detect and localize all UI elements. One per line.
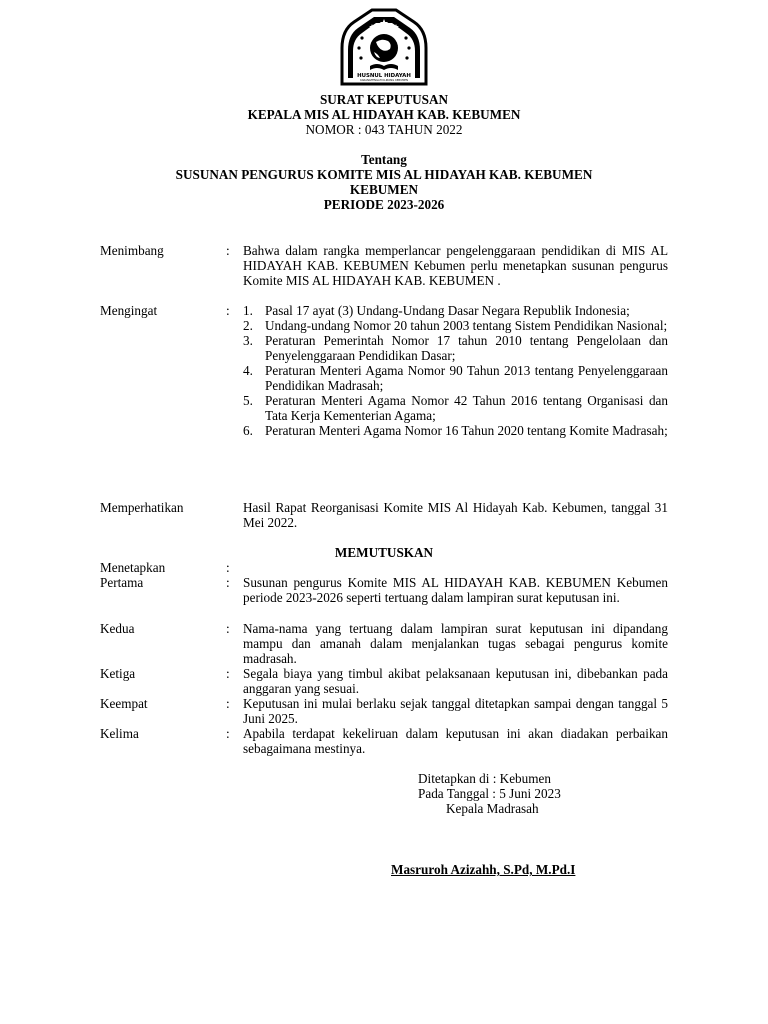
- memperhatikan-text: Hasil Rapat Reorganisasi Komite MIS Al Hidayah Kab. Kebumen, tanggal 31 Mei 2022.: [243, 500, 668, 530]
- period-line: PERIODE 2023-2026: [323, 197, 445, 212]
- madrasah-logo-icon: [338, 8, 430, 88]
- topic-line-2: KEBUMEN: [349, 182, 419, 197]
- list-item: 4. Peraturan Menteri Agama Nomor 90 Tahun 2013 tentang Penyelenggaraan Pendidikan Madrasah;: [243, 363, 668, 393]
- list-item: 1. Pasal 17 ayat (3) Undang-Undang Dasar Negara Republik Indonesia;: [243, 303, 630, 318]
- kelima-text: Apabila terdapat kekeliruan dalam keputusan ini akan diadakan perbaikan sebagaimana mestinya.: [243, 726, 668, 756]
- signature-role: Kepala Madrasah: [446, 801, 539, 816]
- list-item: 3. Peraturan Pemerintah Nomor 17 tahun 2010 tentang Pengelolaan dan Penyelenggaraan Pendidikan Dasar;: [243, 333, 668, 363]
- keempat-colon: :: [226, 696, 230, 711]
- document-number: NOMOR : 043 TAHUN 2022: [305, 122, 463, 137]
- ketiga-text: Segala biaya yang timbul akibat pelaksanaan keputusan ini, dibebankan pada anggaran yang sesuai.: [243, 666, 668, 696]
- memutuskan-heading: MEMUTUSKAN: [334, 545, 434, 560]
- signature-date: Pada Tanggal : 5 Juni 2023: [418, 786, 561, 801]
- mengingat-label: Mengingat: [100, 303, 158, 318]
- signature-place: Ditetapkan di : Kebumen: [418, 771, 551, 786]
- pertama-colon: :: [226, 575, 230, 590]
- menimbang-text: Bahwa dalam rangka memperlancar pengelenggaraan pendidikan di MIS AL HIDAYAH KAB. KEBUMEN Kebumen perlu menetapkan susunan pengurus Komite MIS AL HIDAYAH KAB. KEBUMEN .: [243, 243, 668, 288]
- menimbang-colon: :: [226, 243, 230, 258]
- keempat-text: Keputusan ini mulai berlaku sejak tanggal ditetapkan sampai dengan tanggal 5 Juni 2025.: [243, 696, 668, 726]
- kedua-colon: :: [226, 621, 230, 636]
- ketiga-colon: :: [226, 666, 230, 681]
- signer-name: Masruroh Azizahh, S.Pd, M.Pd.I: [391, 862, 576, 877]
- keempat-label: Keempat: [100, 696, 148, 711]
- kedua-text: Nama-nama yang tertuang dalam lampiran surat keputusan ini dipandang mampu dan amanah dalam menjalankan tugas sebagai pengurus komite madrasah.: [243, 621, 668, 666]
- svg-text:HUSNUL HIDAYAH: HUSNUL HIDAYAH: [357, 73, 411, 79]
- document-subtitle: KEPALA MIS AL HIDAYAH KAB. KEBUMEN: [247, 107, 521, 122]
- kedua-label: Kedua: [100, 621, 135, 636]
- menetapkan-label: Menetapkan: [100, 560, 166, 575]
- about-label: Tentang: [361, 152, 407, 167]
- list-item: 6. Peraturan Menteri Agama Nomor 16 Tahun 2020 tentang Komite Madrasah;: [243, 423, 668, 438]
- list-item: 2. Undang-undang Nomor 20 tahun 2003 tentang Sistem Pendidikan Nasional;: [243, 318, 668, 333]
- mengingat-list: [243, 303, 668, 438]
- mengingat-colon: :: [226, 303, 230, 318]
- ketiga-label: Ketiga: [100, 666, 136, 681]
- menimbang-label: Menimbang: [100, 243, 164, 258]
- kelima-label: Kelima: [100, 726, 139, 741]
- topic-line-1: SUSUNAN PENGURUS KOMITE MIS AL HIDAYAH KAB. KEBUMEN: [175, 167, 593, 182]
- svg-text:KARANGTENGAH KLIRONG KEBUMEN: KARANGTENGAH KLIRONG KEBUMEN: [360, 79, 408, 82]
- memperhatikan-label: Memperhatikan: [100, 500, 184, 515]
- document-title: SURAT KEPUTUSAN: [319, 92, 449, 107]
- pertama-label: Pertama: [100, 575, 144, 590]
- menetapkan-colon: :: [226, 560, 230, 575]
- kelima-colon: :: [226, 726, 230, 741]
- pertama-text: Susunan pengurus Komite MIS AL HIDAYAH KAB. KEBUMEN Kebumen periode 2023-2026 seperti tertuang dalam lampiran surat keputusan ini.: [243, 575, 668, 605]
- list-item: 5. Peraturan Menteri Agama Nomor 42 Tahun 2016 tentang Organisasi dan Tata Kerja Kementerian Agama;: [243, 393, 668, 423]
